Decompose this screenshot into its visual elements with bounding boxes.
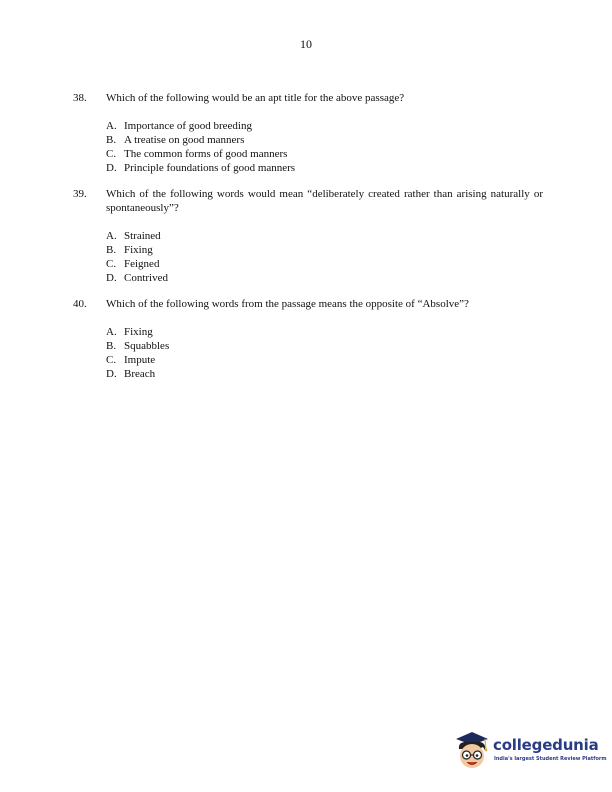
question-number: 39. [73,188,87,200]
question-number: 40. [73,298,87,310]
option-text: Breach [124,368,156,380]
collegedunia-logo [452,730,607,774]
option-c [106,147,543,161]
option-c [106,353,543,367]
option-text: Principle foundations of good manners [124,162,296,174]
option-letter: B. [106,244,117,256]
option-text: Importance of good breeding [124,120,252,132]
option-text: Contrived [124,272,168,284]
option-text: Feigned [124,258,160,270]
option-letter: A. [106,326,117,338]
option-letter: A. [106,120,117,132]
option-letter: C. [106,258,117,270]
options-list [106,229,543,285]
question-text: Which of the following words from the passage means the opposite of “Absolve”? [106,298,469,310]
option-a [106,325,543,339]
option-b [106,339,543,353]
option-letter: B. [106,340,117,352]
option-text: A treatise on good manners [124,134,245,146]
option-d [106,367,543,381]
option-text: Fixing [124,244,153,256]
option-text: The common forms of good manners [124,148,288,160]
question-38 [73,91,543,175]
question-39 [73,187,543,285]
option-letter: C. [106,354,117,366]
question-number: 38. [73,92,87,104]
options-list [106,325,543,381]
logo-tagline: India's largest Student Review Platform [494,756,607,762]
option-b [106,133,543,147]
option-c [106,257,543,271]
logo-name: collegedunia [493,736,599,754]
mascot-icon [452,730,492,774]
page-number: 10 [300,37,312,51]
option-a [106,119,543,133]
option-text: Impute [124,354,156,366]
option-letter: D. [106,368,117,380]
option-a [106,229,543,243]
question-text: Which of the following words would mean “deliberately created rather than arising naturally or spontaneously”? [106,188,543,214]
question-text: Which of the following would be an apt title for the above passage? [106,92,405,104]
option-letter: D. [106,162,117,174]
option-letter: C. [106,148,117,160]
option-text: Strained [124,230,161,242]
option-text: Squabbles [124,340,170,352]
question-40 [73,297,543,381]
option-letter: B. [106,134,117,146]
options-list [106,119,543,175]
option-d [106,271,543,285]
option-b [106,243,543,257]
option-d [106,161,543,175]
option-letter: D. [106,272,117,284]
option-letter: A. [106,230,117,242]
option-text: Fixing [124,326,153,338]
